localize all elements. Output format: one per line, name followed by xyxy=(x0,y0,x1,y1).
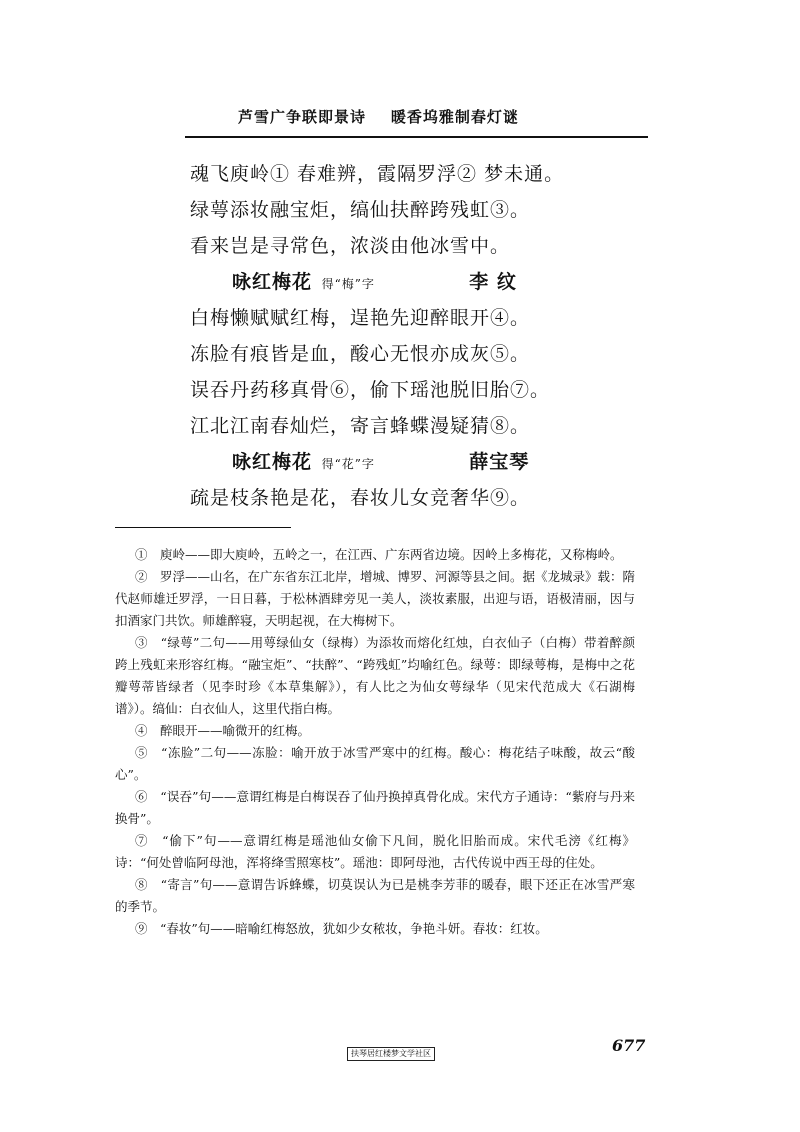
poem-line: 白梅懒赋赋红梅，逞艳先迎醉眼开④。 xyxy=(190,307,531,329)
poem-rhyme-note: 得“梅”字 xyxy=(321,277,375,291)
poem-line: 江北江南春灿烂，寄言蜂蝶漫疑猜⑧。 xyxy=(190,415,531,437)
footnote: ⑨ “春妆”句——暗喻红梅怒放，犹如少女秾妆，争艳斗妍。春妆：红妆。 xyxy=(135,921,548,936)
footnote: ① 庾岭——即大庾岭，五岭之一，在江西、广东两省边境。因岭上多梅花，又称梅岭。 xyxy=(135,547,623,562)
footnote: ② 罗浮——山名，在广东省东江北岸，增城、博罗、河源等县之间。据《龙城录》载：隋代赵师雄迁罗浮，一日日暮，于松林酒肆旁见一美人，淡妆素服，出迎与语，语极清丽，因与扣酒家门共饮。师雄醉寝，天明起视，在大梅树下。 xyxy=(115,569,636,628)
footnote: ③ “绿萼”二句——用萼绿仙女（绿梅）为添妆而熔化红烛，白衣仙子（白梅）带着醉颜跨上残虹来形容红梅。“融宝炬”、“扶醉”、“跨残虹”均喻红色。绿萼：即绿萼梅，是梅中之花瓣萼蒂皆绿者（见李时珍《本草集解》），有人比之为仙女萼绿华（见宋代范成大《石湖梅谱》）。缟仙：白衣仙人，这里代指白梅。 xyxy=(115,635,635,716)
poem-line: 看来岂是寻常色，浓淡由他冰雪中。 xyxy=(190,235,511,257)
footnote: ⑦ “偷下”句——意谓红梅是瑶池仙女偷下凡间，脱化旧胎而成。宋代毛滂《红梅》诗：“何处曾临阿母池，浑将绛雪照寒枝”。瑶池：即阿母池，古代传说中西王母的住处。 xyxy=(115,833,635,870)
poem-title: 咏红梅花 xyxy=(232,271,313,293)
footnote: ④ 醉眼开——喻微开的红梅。 xyxy=(135,723,311,738)
footnote: ⑧ “寄言”句——意谓告诉蜂蝶，切莫误认为已是桃李芳菲的暖春，眼下还正在冰雪严寒的季节。 xyxy=(115,877,635,914)
poem-author: 李 纹 xyxy=(469,271,517,293)
poem-author: 薛宝琴 xyxy=(469,451,530,473)
poem-title-xue-baoqin xyxy=(190,444,710,480)
poem-rhyme-note: 得“花”字 xyxy=(321,457,375,471)
poem-line: 魂飞庾岭① 春难辨，霞隔罗浮② 梦未通。 xyxy=(190,163,565,185)
page-number: 677 xyxy=(612,1036,646,1055)
poem-block xyxy=(190,156,710,516)
watermark-stamp: 扶琴居红楼梦文学社区 xyxy=(347,1047,435,1061)
footnote: ⑥ “误吞”句——意谓红梅是白梅误吞了仙丹换掉真骨化成。宋代方子通诗：“紫府与丹来换骨”。 xyxy=(115,789,635,826)
running-header: 芦雪广争联即景诗 暖香坞雅制春灯谜 xyxy=(238,108,519,126)
poem-title: 咏红梅花 xyxy=(232,451,313,473)
header-rule xyxy=(185,136,648,138)
footnote-rule xyxy=(115,527,291,528)
poem-line: 疏是枝条艳是花，春妆儿女竞奢华⑨。 xyxy=(190,487,531,509)
footnote: ⑤ “冻脸”二句——冻脸：喻开放于冰雪严寒中的红梅。酸心：梅花结子味酸，故云“酸心”。 xyxy=(115,745,635,782)
poem-line: 绿萼添妆融宝炬，缟仙扶醉跨残虹③。 xyxy=(190,199,531,221)
poem-title-li-wen xyxy=(190,264,710,300)
footnotes xyxy=(115,544,635,940)
poem-line: 冻脸有痕皆是血，酸心无恨亦成灰⑤。 xyxy=(190,343,531,365)
poem-line: 误吞丹药移真骨⑥，偷下瑶池脱旧胎⑦。 xyxy=(190,379,551,401)
